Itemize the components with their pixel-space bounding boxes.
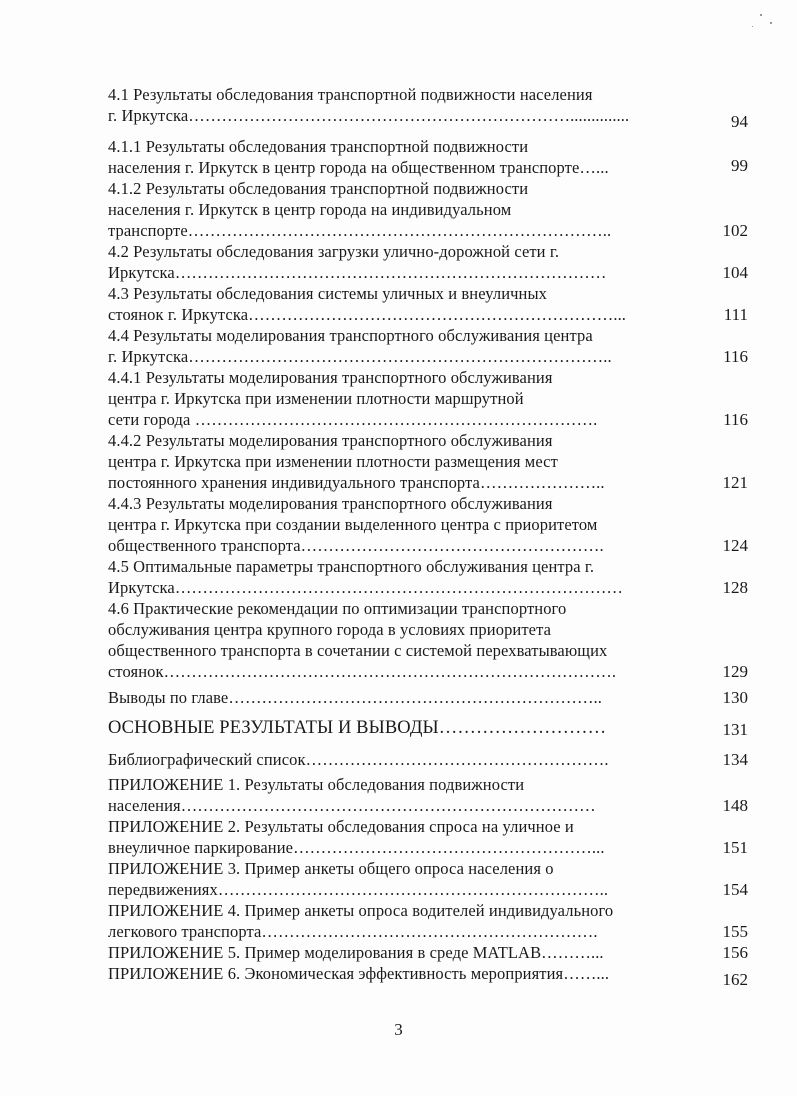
toc-entry[interactable]: [108, 598, 748, 682]
toc-entry-title: ПРИЛОЖЕНИЕ 5. Пример моделирования в среде MATLAB………...: [108, 943, 604, 962]
toc-entry-page: 129: [722, 662, 748, 681]
toc-entry[interactable]: [108, 241, 748, 283]
toc-entry[interactable]: [108, 816, 748, 858]
toc-entry-title: ПРИЛОЖЕНИЕ 6. Экономическая эффективность мероприятия……...: [108, 964, 610, 983]
toc-entry-title: ОСНОВНЫЕ РЕЗУЛЬТАТЫ И ВЫВОДЫ………………………: [108, 718, 607, 738]
toc-entry[interactable]: [108, 325, 748, 367]
toc-entry-page: 124: [722, 536, 748, 555]
toc-entry[interactable]: [108, 84, 748, 131]
toc-entry[interactable]: [108, 556, 748, 598]
toc-entry[interactable]: [108, 774, 748, 816]
page-number: 3: [394, 1020, 403, 1039]
toc-entry[interactable]: [108, 942, 748, 963]
toc-entry-page: 116: [723, 410, 748, 429]
toc-entry-page: 130: [722, 688, 748, 707]
scan-speck: [770, 22, 772, 24]
toc-entry-title: ПРИЛОЖЕНИЕ 4. Пример анкеты опроса водителей индивидуального легкового транспорта…………………………………………………….: [108, 901, 614, 941]
toc-entry-page: 94: [731, 112, 748, 131]
toc-entry-page: 116: [723, 347, 748, 366]
toc-entry[interactable]: [108, 717, 748, 740]
toc-entry-title: 4.5 Оптимальные параметры транспортного обслуживания центра г. Иркутска………………………………………………………………………: [108, 557, 624, 597]
toc-entry-title: ПРИЛОЖЕНИЕ 2. Результаты обследования спроса на уличное и внеуличное паркирование………………………………………………...: [108, 817, 605, 857]
toc-entry[interactable]: [108, 493, 748, 556]
toc-entry-page: 151: [722, 838, 748, 857]
toc-entry-title: 4.1.1 Результаты обследования транспортной подвижности населения г. Иркутск в центр города на общественном транспорте…...: [108, 137, 609, 177]
toc-entry-title: 4.2 Результаты обследования загрузки улично-дорожной сети г. Иркутска……………………………………………………………………: [108, 242, 607, 282]
toc-entry-title: Выводы по главе…………………………………………………………..: [108, 688, 603, 707]
toc-entry-page: 99: [731, 156, 748, 175]
toc-entry-page: 148: [722, 796, 748, 815]
toc-entry[interactable]: [108, 900, 748, 942]
toc-entry[interactable]: [108, 367, 748, 430]
toc-entry[interactable]: [108, 858, 748, 900]
toc-entry[interactable]: [108, 283, 748, 325]
toc-entry-page: 128: [722, 578, 748, 597]
toc-entry-title: Библиографический список……………………………………………….: [108, 750, 609, 769]
scan-speck: [760, 14, 762, 16]
toc-entry-page: 162: [722, 970, 748, 989]
toc-entry-title: 4.1.2 Результаты обследования транспортной подвижности населения г. Иркутск в центр города на индивидуальном транспорте…………………………………………………………………..: [108, 179, 612, 240]
scan-speck: [752, 26, 753, 27]
toc-entry[interactable]: [108, 963, 748, 989]
toc-entry-page: 134: [722, 750, 748, 769]
toc-entry-page: 121: [722, 473, 748, 492]
toc-entry-title: ПРИЛОЖЕНИЕ 3. Пример анкеты общего опроса населения о передвижениях……………………………………………………………..: [108, 859, 609, 899]
toc-entry[interactable]: [108, 749, 748, 770]
toc-entry-title: 4.4 Результаты моделирования транспортного обслуживания центра г. Иркутска…………………………………………………………………..: [108, 326, 612, 366]
toc-entry-title: 4.4.3 Результаты моделирования транспортного обслуживания центра г. Иркутска при создании выделенного центра с приоритетом общественного транспорта……………………………………………….: [108, 494, 604, 555]
toc-entry-page: 111: [723, 305, 748, 324]
toc-entry[interactable]: [108, 687, 748, 708]
toc-entry[interactable]: [108, 178, 748, 241]
toc-entry-title: 4.6 Практические рекомендации по оптимизации транспортного обслуживания центра крупного города в условиях приоритета общественного транспорта в сочетании с системой перехватывающих стоянок……………………………………………………………………….: [108, 599, 617, 681]
table-of-contents: [108, 84, 748, 989]
toc-entry-title: 4.4.2 Результаты моделирования транспортного обслуживания центра г. Иркутска при изменении плотности размещения мест постоянного хранения индивидуального транспорта…………………..: [108, 431, 605, 492]
toc-entry-page: 104: [722, 263, 748, 282]
toc-entry-title: 4.4.1 Результаты моделирования транспортного обслуживания центра г. Иркутска при изменении плотности маршрутной сети города ……………………………………………………………….: [108, 368, 598, 429]
toc-entry-page: 154: [722, 880, 748, 899]
toc-entry-title: 4.3 Результаты обследования системы уличных и внеуличных стоянок г. Иркутска…………………………………………………………...: [108, 284, 627, 324]
toc-entry-title: ПРИЛОЖЕНИЕ 1. Результаты обследования подвижности населения…………………………………………………………………: [108, 775, 596, 815]
toc-entry-title: 4.1 Результаты обследования транспортной подвижности населения г. Иркутска……………………………………………………………..............: [108, 85, 630, 125]
toc-entry-page: 155: [722, 922, 748, 941]
toc-entry-page: 156: [722, 943, 748, 962]
toc-entry[interactable]: [108, 430, 748, 493]
toc-entry[interactable]: [108, 136, 748, 178]
toc-entry-page: 131: [722, 720, 748, 739]
toc-entry-page: 102: [722, 221, 748, 240]
